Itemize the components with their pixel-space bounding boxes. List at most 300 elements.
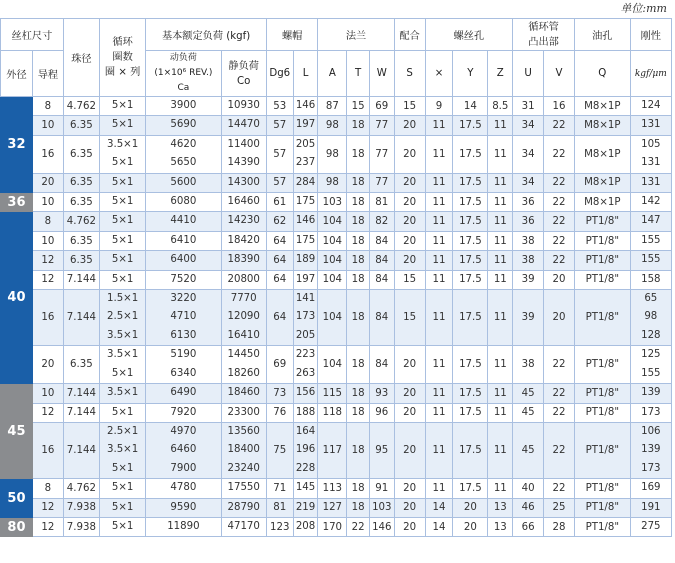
header-static-load: 静负荷 Co bbox=[221, 51, 266, 97]
u-cell: 66 bbox=[513, 517, 544, 536]
outer-diameter-cell: 80 bbox=[1, 517, 33, 536]
header-s: S bbox=[394, 51, 425, 97]
circuits-cell: 5×1 bbox=[99, 231, 145, 250]
w-cell: 93 bbox=[369, 384, 394, 403]
q-cell: PT1/8" bbox=[574, 212, 630, 231]
l-cell: 175 bbox=[293, 193, 318, 212]
l-cell: 145 bbox=[293, 479, 318, 498]
l-cell: 223 263 bbox=[293, 346, 318, 384]
q-cell: PT1/8" bbox=[574, 422, 630, 478]
t-cell: 18 bbox=[347, 290, 370, 346]
dynamic-load-cell: 5190 6340 bbox=[146, 346, 221, 384]
x-cell: 11 bbox=[425, 346, 453, 384]
stiffness-cell: 131 bbox=[630, 173, 671, 192]
lead-cell: 8 bbox=[32, 479, 63, 498]
dynamic-load-cell: 3220 4710 6130 bbox=[146, 290, 221, 346]
table-row bbox=[1, 231, 672, 250]
x-cell: 11 bbox=[425, 135, 453, 173]
static-load-cell: 13560 18400 23240 bbox=[221, 422, 266, 478]
header-nut: 螺帽 bbox=[266, 19, 318, 51]
ball-dia-cell: 7.938 bbox=[63, 517, 99, 536]
dg6-cell: 71 bbox=[266, 479, 293, 498]
y-cell: 17.5 bbox=[453, 193, 488, 212]
l-cell: 146 bbox=[293, 212, 318, 231]
table-row bbox=[1, 173, 672, 192]
w-cell: 77 bbox=[369, 135, 394, 173]
ball-dia-cell: 7.144 bbox=[63, 403, 99, 422]
u-cell: 45 bbox=[513, 422, 544, 478]
w-cell: 77 bbox=[369, 116, 394, 135]
stiffness-cell: 131 bbox=[630, 116, 671, 135]
dynamic-load-cell: 5600 bbox=[146, 173, 221, 192]
l-cell: 164 196 228 bbox=[293, 422, 318, 478]
z-cell: 11 bbox=[488, 384, 513, 403]
w-cell: 84 bbox=[369, 290, 394, 346]
s-cell: 20 bbox=[394, 498, 425, 517]
table-row bbox=[1, 517, 672, 536]
t-cell: 18 bbox=[347, 116, 370, 135]
outer-diameter-cell: 32 bbox=[1, 97, 33, 193]
circuits-cell: 5×1 bbox=[99, 479, 145, 498]
x-cell: 11 bbox=[425, 403, 453, 422]
w-cell: 146 bbox=[369, 517, 394, 536]
v-cell: 22 bbox=[544, 251, 575, 270]
lead-cell: 16 bbox=[32, 290, 63, 346]
circuits-cell: 1.5×1 2.5×1 3.5×1 bbox=[99, 290, 145, 346]
u-cell: 31 bbox=[513, 97, 544, 116]
ball-screw-spec-table bbox=[0, 18, 672, 537]
y-cell: 17.5 bbox=[453, 116, 488, 135]
z-cell: 11 bbox=[488, 231, 513, 250]
stiffness-cell: 105 131 bbox=[630, 135, 671, 173]
y-cell: 20 bbox=[453, 498, 488, 517]
l-cell: 284 bbox=[293, 173, 318, 192]
t-cell: 18 bbox=[347, 479, 370, 498]
dynamic-load-cell: 4410 bbox=[146, 212, 221, 231]
header-z: Z bbox=[488, 51, 513, 97]
stiffness-cell: 155 bbox=[630, 251, 671, 270]
y-cell: 17.5 bbox=[453, 422, 488, 478]
lead-cell: 12 bbox=[32, 403, 63, 422]
u-cell: 46 bbox=[513, 498, 544, 517]
q-cell: M8×1P bbox=[574, 173, 630, 192]
s-cell: 20 bbox=[394, 346, 425, 384]
dynamic-load-cell: 6080 bbox=[146, 193, 221, 212]
header-fit: 配合 bbox=[394, 19, 425, 51]
table-row bbox=[1, 212, 672, 231]
header-circuits: 循环 圈数 圈 × 列 bbox=[99, 19, 145, 97]
lead-cell: 12 bbox=[32, 498, 63, 517]
z-cell: 11 bbox=[488, 251, 513, 270]
ball-dia-cell: 7.144 bbox=[63, 422, 99, 478]
circuits-cell: 5×1 bbox=[99, 270, 145, 289]
q-cell: M8×1P bbox=[574, 97, 630, 116]
s-cell: 20 bbox=[394, 403, 425, 422]
dg6-cell: 62 bbox=[266, 212, 293, 231]
stiffness-cell: 125 155 bbox=[630, 346, 671, 384]
dynamic-load-cell: 4970 6460 7900 bbox=[146, 422, 221, 478]
ball-dia-cell: 6.35 bbox=[63, 116, 99, 135]
v-cell: 25 bbox=[544, 498, 575, 517]
z-cell: 11 bbox=[488, 135, 513, 173]
static-load-cell: 17550 bbox=[221, 479, 266, 498]
lead-cell: 10 bbox=[32, 193, 63, 212]
table-row bbox=[1, 251, 672, 270]
stiffness-cell: 191 bbox=[630, 498, 671, 517]
v-cell: 22 bbox=[544, 384, 575, 403]
v-cell: 22 bbox=[544, 346, 575, 384]
dg6-cell: 64 bbox=[266, 251, 293, 270]
header-return-tube: 循环管 凸出部 bbox=[513, 19, 575, 51]
l-cell: 141 173 205 bbox=[293, 290, 318, 346]
stiffness-cell: 142 bbox=[630, 193, 671, 212]
a-cell: 118 bbox=[318, 403, 347, 422]
a-cell: 113 bbox=[318, 479, 347, 498]
static-load-cell: 14300 bbox=[221, 173, 266, 192]
z-cell: 11 bbox=[488, 290, 513, 346]
dynamic-load-cell: 7920 bbox=[146, 403, 221, 422]
z-cell: 11 bbox=[488, 346, 513, 384]
dynamic-load-cell: 7520 bbox=[146, 270, 221, 289]
l-cell: 146 bbox=[293, 97, 318, 116]
ball-dia-cell: 6.35 bbox=[63, 193, 99, 212]
s-cell: 20 bbox=[394, 251, 425, 270]
stiffness-cell: 65 98 128 bbox=[630, 290, 671, 346]
a-cell: 98 bbox=[318, 173, 347, 192]
ball-dia-cell: 4.762 bbox=[63, 212, 99, 231]
t-cell: 18 bbox=[347, 403, 370, 422]
s-cell: 20 bbox=[394, 173, 425, 192]
t-cell: 18 bbox=[347, 384, 370, 403]
v-cell: 22 bbox=[544, 403, 575, 422]
x-cell: 14 bbox=[425, 517, 453, 536]
header-dynamic-load: 动负荷 (1×10⁶ REV.) Ca bbox=[146, 51, 221, 97]
y-cell: 17.5 bbox=[453, 173, 488, 192]
dg6-cell: 69 bbox=[266, 346, 293, 384]
a-cell: 104 bbox=[318, 251, 347, 270]
static-load-cell: 18460 bbox=[221, 384, 266, 403]
u-cell: 45 bbox=[513, 384, 544, 403]
z-cell: 11 bbox=[488, 422, 513, 478]
a-cell: 87 bbox=[318, 97, 347, 116]
circuits-cell: 5×1 bbox=[99, 403, 145, 422]
y-cell: 17.5 bbox=[453, 270, 488, 289]
static-load-cell: 10930 bbox=[221, 97, 266, 116]
header-outer-diameter: 外径 bbox=[1, 51, 33, 97]
dg6-cell: 81 bbox=[266, 498, 293, 517]
table-row bbox=[1, 422, 672, 478]
ball-dia-cell: 4.762 bbox=[63, 479, 99, 498]
u-cell: 38 bbox=[513, 251, 544, 270]
s-cell: 20 bbox=[394, 479, 425, 498]
t-cell: 18 bbox=[347, 193, 370, 212]
t-cell: 18 bbox=[347, 346, 370, 384]
circuits-cell: 5×1 bbox=[99, 251, 145, 270]
s-cell: 20 bbox=[394, 212, 425, 231]
circuits-cell: 5×1 bbox=[99, 116, 145, 135]
q-cell: PT1/8" bbox=[574, 517, 630, 536]
s-cell: 20 bbox=[394, 135, 425, 173]
circuits-cell: 5×1 bbox=[99, 173, 145, 192]
l-cell: 175 bbox=[293, 231, 318, 250]
header-x: × bbox=[425, 51, 453, 97]
q-cell: M8×1P bbox=[574, 193, 630, 212]
ball-dia-cell: 4.762 bbox=[63, 97, 99, 116]
u-cell: 34 bbox=[513, 116, 544, 135]
dg6-cell: 64 bbox=[266, 270, 293, 289]
w-cell: 81 bbox=[369, 193, 394, 212]
lead-cell: 10 bbox=[32, 384, 63, 403]
dg6-cell: 123 bbox=[266, 517, 293, 536]
z-cell: 13 bbox=[488, 517, 513, 536]
ball-dia-cell: 7.144 bbox=[63, 384, 99, 403]
lead-cell: 10 bbox=[32, 116, 63, 135]
x-cell: 9 bbox=[425, 97, 453, 116]
a-cell: 104 bbox=[318, 231, 347, 250]
dg6-cell: 61 bbox=[266, 193, 293, 212]
s-cell: 20 bbox=[394, 422, 425, 478]
z-cell: 11 bbox=[488, 403, 513, 422]
x-cell: 11 bbox=[425, 212, 453, 231]
outer-diameter-cell: 36 bbox=[1, 193, 33, 212]
l-cell: 208 bbox=[293, 517, 318, 536]
w-cell: 77 bbox=[369, 173, 394, 192]
header-a: A bbox=[318, 51, 347, 97]
ball-dia-cell: 7.144 bbox=[63, 270, 99, 289]
w-cell: 84 bbox=[369, 270, 394, 289]
w-cell: 103 bbox=[369, 498, 394, 517]
dg6-cell: 76 bbox=[266, 403, 293, 422]
x-cell: 11 bbox=[425, 422, 453, 478]
l-cell: 156 bbox=[293, 384, 318, 403]
v-cell: 16 bbox=[544, 97, 575, 116]
u-cell: 39 bbox=[513, 270, 544, 289]
w-cell: 69 bbox=[369, 97, 394, 116]
circuits-cell: 3.5×1 5×1 bbox=[99, 346, 145, 384]
a-cell: 127 bbox=[318, 498, 347, 517]
header-flange: 法兰 bbox=[318, 19, 394, 51]
lead-cell: 16 bbox=[32, 135, 63, 173]
stiffness-cell: 155 bbox=[630, 231, 671, 250]
table-body bbox=[1, 97, 672, 537]
s-cell: 20 bbox=[394, 116, 425, 135]
v-cell: 22 bbox=[544, 135, 575, 173]
circuits-cell: 3.5×1 bbox=[99, 384, 145, 403]
w-cell: 82 bbox=[369, 212, 394, 231]
w-cell: 95 bbox=[369, 422, 394, 478]
lead-cell: 20 bbox=[32, 346, 63, 384]
x-cell: 11 bbox=[425, 193, 453, 212]
t-cell: 18 bbox=[347, 270, 370, 289]
q-cell: PT1/8" bbox=[574, 231, 630, 250]
table-row bbox=[1, 384, 672, 403]
x-cell: 11 bbox=[425, 384, 453, 403]
table-row bbox=[1, 135, 672, 173]
t-cell: 18 bbox=[347, 231, 370, 250]
z-cell: 11 bbox=[488, 212, 513, 231]
static-load-cell: 14470 bbox=[221, 116, 266, 135]
dynamic-load-cell: 11890 bbox=[146, 517, 221, 536]
header-stiffness: 刚性 bbox=[630, 19, 671, 51]
q-cell: PT1/8" bbox=[574, 346, 630, 384]
z-cell: 11 bbox=[488, 479, 513, 498]
z-cell: 11 bbox=[488, 270, 513, 289]
s-cell: 20 bbox=[394, 193, 425, 212]
header-bolt-hole: 螺丝孔 bbox=[425, 19, 513, 51]
a-cell: 104 bbox=[318, 212, 347, 231]
w-cell: 84 bbox=[369, 251, 394, 270]
stiffness-cell: 106 139 173 bbox=[630, 422, 671, 478]
y-cell: 17.5 bbox=[453, 479, 488, 498]
header-y: Y bbox=[453, 51, 488, 97]
dg6-cell: 53 bbox=[266, 97, 293, 116]
q-cell: M8×1P bbox=[574, 116, 630, 135]
q-cell: PT1/8" bbox=[574, 290, 630, 346]
s-cell: 20 bbox=[394, 231, 425, 250]
a-cell: 98 bbox=[318, 135, 347, 173]
x-cell: 11 bbox=[425, 479, 453, 498]
y-cell: 14 bbox=[453, 97, 488, 116]
dg6-cell: 75 bbox=[266, 422, 293, 478]
header-t: T bbox=[347, 51, 370, 97]
s-cell: 15 bbox=[394, 97, 425, 116]
table-row bbox=[1, 498, 672, 517]
dg6-cell: 57 bbox=[266, 135, 293, 173]
lead-cell: 8 bbox=[32, 97, 63, 116]
header-lead: 导程 bbox=[32, 51, 63, 97]
outer-diameter-cell: 45 bbox=[1, 384, 33, 479]
header-ball-dia: 珠径 bbox=[63, 19, 99, 97]
a-cell: 170 bbox=[318, 517, 347, 536]
y-cell: 17.5 bbox=[453, 135, 488, 173]
u-cell: 38 bbox=[513, 231, 544, 250]
u-cell: 36 bbox=[513, 212, 544, 231]
lead-cell: 12 bbox=[32, 517, 63, 536]
static-load-cell: 7770 12090 16410 bbox=[221, 290, 266, 346]
lead-cell: 20 bbox=[32, 173, 63, 192]
circuits-cell: 5×1 bbox=[99, 498, 145, 517]
header-v: V bbox=[544, 51, 575, 97]
unit-label: 单位:mm bbox=[620, 2, 667, 15]
lead-cell: 10 bbox=[32, 231, 63, 250]
u-cell: 34 bbox=[513, 135, 544, 173]
x-cell: 11 bbox=[425, 270, 453, 289]
l-cell: 189 bbox=[293, 251, 318, 270]
v-cell: 22 bbox=[544, 116, 575, 135]
q-cell: PT1/8" bbox=[574, 270, 630, 289]
v-cell: 22 bbox=[544, 193, 575, 212]
a-cell: 98 bbox=[318, 116, 347, 135]
t-cell: 15 bbox=[347, 97, 370, 116]
t-cell: 18 bbox=[347, 422, 370, 478]
lead-cell: 8 bbox=[32, 212, 63, 231]
circuits-cell: 3.5×1 5×1 bbox=[99, 135, 145, 173]
w-cell: 96 bbox=[369, 403, 394, 422]
y-cell: 17.5 bbox=[453, 403, 488, 422]
ball-dia-cell: 7.144 bbox=[63, 290, 99, 346]
header-basic-load: 基本额定负荷 (kgf) bbox=[146, 19, 267, 51]
l-cell: 197 bbox=[293, 270, 318, 289]
dg6-cell: 64 bbox=[266, 231, 293, 250]
table-row bbox=[1, 97, 672, 116]
table-row bbox=[1, 116, 672, 135]
header-q: Q bbox=[574, 51, 630, 97]
table-row bbox=[1, 346, 672, 384]
dynamic-load-cell: 6490 bbox=[146, 384, 221, 403]
static-load-cell: 18420 bbox=[221, 231, 266, 250]
table-row bbox=[1, 403, 672, 422]
l-cell: 197 bbox=[293, 116, 318, 135]
header-l: L bbox=[293, 51, 318, 97]
header-screw-size: 丝杠尺寸 bbox=[1, 19, 64, 51]
ball-dia-cell: 6.35 bbox=[63, 173, 99, 192]
y-cell: 17.5 bbox=[453, 346, 488, 384]
circuits-cell: 5×1 bbox=[99, 212, 145, 231]
a-cell: 104 bbox=[318, 346, 347, 384]
static-load-cell: 18390 bbox=[221, 251, 266, 270]
ball-dia-cell: 6.35 bbox=[63, 346, 99, 384]
outer-diameter-cell: 40 bbox=[1, 212, 33, 384]
y-cell: 17.5 bbox=[453, 231, 488, 250]
z-cell: 11 bbox=[488, 173, 513, 192]
lead-cell: 12 bbox=[32, 251, 63, 270]
stiffness-cell: 124 bbox=[630, 97, 671, 116]
w-cell: 84 bbox=[369, 346, 394, 384]
t-cell: 18 bbox=[347, 135, 370, 173]
dynamic-load-cell: 3900 bbox=[146, 97, 221, 116]
a-cell: 103 bbox=[318, 193, 347, 212]
dg6-cell: 57 bbox=[266, 173, 293, 192]
dynamic-load-cell: 4620 5650 bbox=[146, 135, 221, 173]
table-row bbox=[1, 479, 672, 498]
stiffness-cell: 173 bbox=[630, 403, 671, 422]
header-dg6: Dg6 bbox=[266, 51, 293, 97]
y-cell: 17.5 bbox=[453, 384, 488, 403]
dg6-cell: 64 bbox=[266, 290, 293, 346]
lead-cell: 12 bbox=[32, 270, 63, 289]
u-cell: 39 bbox=[513, 290, 544, 346]
dynamic-load-cell: 5690 bbox=[146, 116, 221, 135]
q-cell: PT1/8" bbox=[574, 384, 630, 403]
v-cell: 22 bbox=[544, 422, 575, 478]
q-cell: PT1/8" bbox=[574, 251, 630, 270]
static-load-cell: 14230 bbox=[221, 212, 266, 231]
l-cell: 205 237 bbox=[293, 135, 318, 173]
t-cell: 18 bbox=[347, 212, 370, 231]
ball-dia-cell: 6.35 bbox=[63, 135, 99, 173]
w-cell: 84 bbox=[369, 231, 394, 250]
q-cell: PT1/8" bbox=[574, 479, 630, 498]
table-row bbox=[1, 290, 672, 346]
a-cell: 117 bbox=[318, 422, 347, 478]
v-cell: 22 bbox=[544, 173, 575, 192]
header-stiffness-unit: kgf/μm bbox=[630, 51, 671, 97]
table-row bbox=[1, 270, 672, 289]
x-cell: 11 bbox=[425, 231, 453, 250]
static-load-cell: 16460 bbox=[221, 193, 266, 212]
q-cell: PT1/8" bbox=[574, 403, 630, 422]
static-load-cell: 20800 bbox=[221, 270, 266, 289]
x-cell: 11 bbox=[425, 251, 453, 270]
u-cell: 45 bbox=[513, 403, 544, 422]
a-cell: 104 bbox=[318, 290, 347, 346]
s-cell: 20 bbox=[394, 517, 425, 536]
stiffness-cell: 158 bbox=[630, 270, 671, 289]
header-oil-hole: 油孔 bbox=[574, 19, 630, 51]
table-row bbox=[1, 193, 672, 212]
dg6-cell: 73 bbox=[266, 384, 293, 403]
u-cell: 34 bbox=[513, 173, 544, 192]
